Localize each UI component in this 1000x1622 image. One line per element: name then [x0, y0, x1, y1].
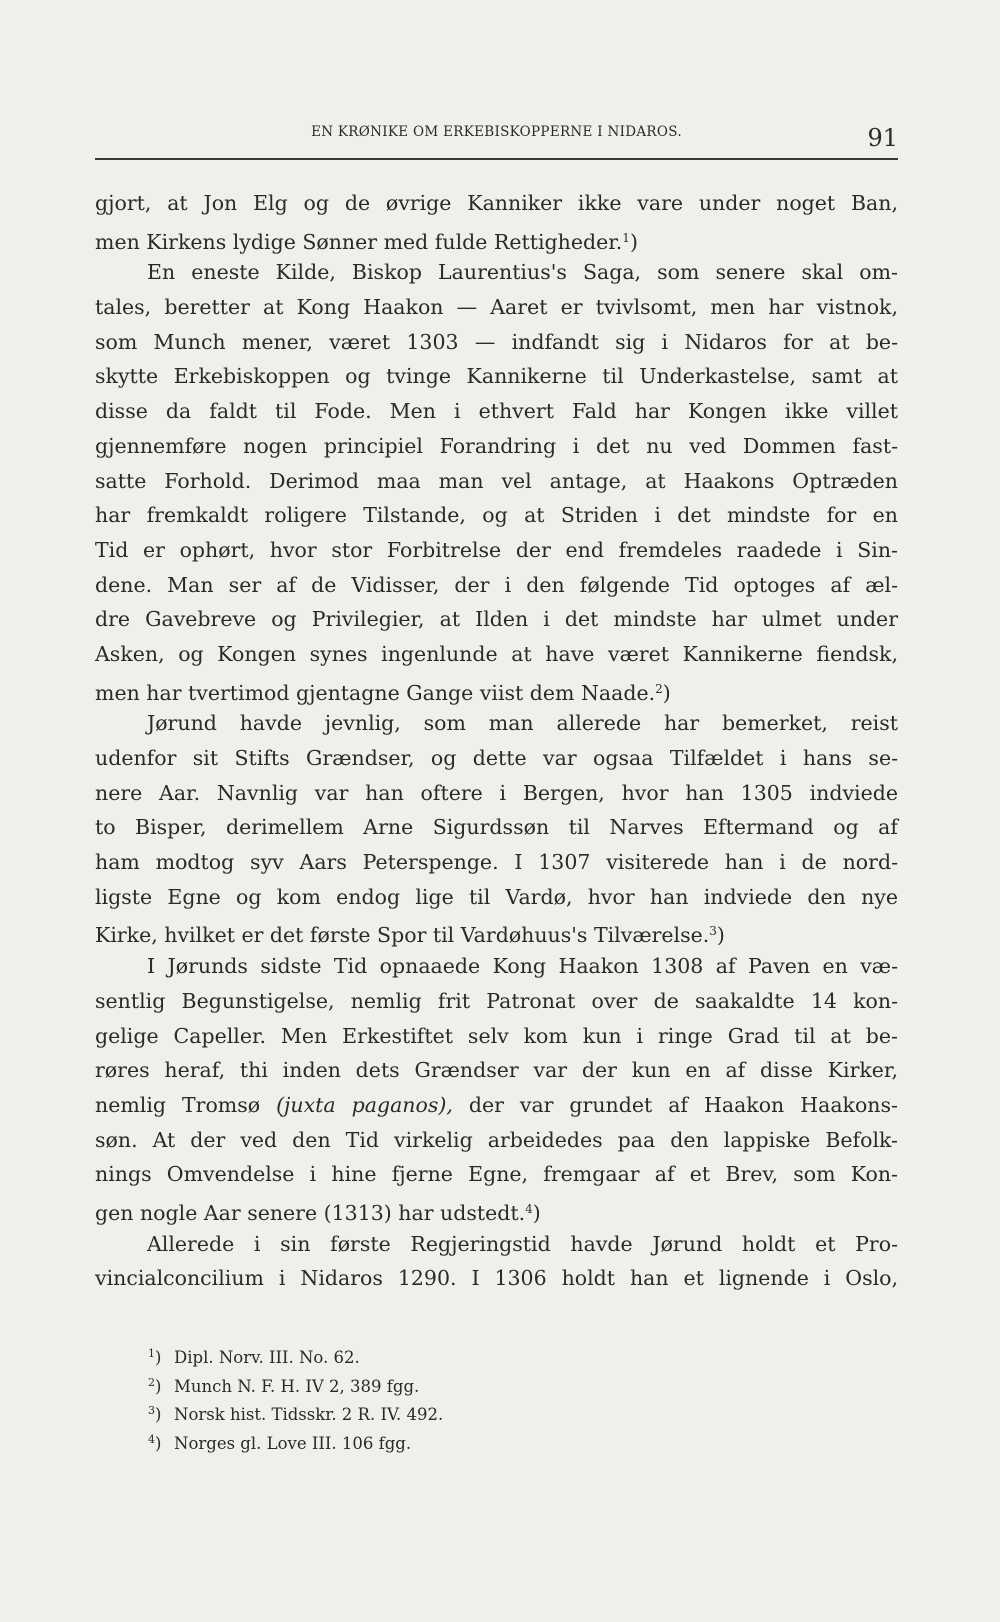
text-line — [95, 1227, 898, 1262]
text-line — [95, 602, 898, 637]
line-text: ligste Egne og kom endog lige til Vardø, hvor han indviede den nye — [95, 884, 898, 909]
footnote-reference-paren: ) — [716, 923, 725, 948]
text-line — [95, 741, 898, 776]
text-line — [95, 325, 898, 360]
footnote-mark: $^3$) — [148, 1404, 162, 1424]
line-text: ham modtog syv Aars Peterspenge. I 1307 visiterede han i de nord- — [95, 850, 898, 875]
line-text: Tid er ophørt, hvor stor Forbitrelse der end fremdeles raadede i Sin- — [95, 537, 898, 562]
line-text: skytte Erkebiskoppen og tvinge Kannikerne til Underkastelse, samt at — [95, 364, 898, 389]
line-text: sentlig Begunstigelse, nemlig frit Patronat over de saakaldte 14 kon- — [95, 988, 898, 1013]
line-text: Kirke, hvilket er det første Spor til Vardøhuus's Tilværelse. — [95, 923, 710, 948]
italic-text: (juxta paganos), — [276, 1092, 453, 1117]
footnote — [148, 1426, 648, 1455]
line-text: to Bisper, derimellem Arne Sigurdssøn til Narves Eftermand og af — [95, 815, 898, 840]
text-line — [95, 533, 898, 568]
footnote-mark: $^2$) — [148, 1375, 162, 1396]
text-line — [95, 394, 898, 429]
line-text: tales, beretter at Kong Haakon — Aaret er tvivlsomt, men har vistnok, — [95, 295, 898, 320]
text-line — [95, 498, 898, 533]
text-line — [95, 359, 898, 394]
line-text: Allerede i sin første Regjeringstid havde Jørund holdt et Pro- — [147, 1231, 898, 1256]
line-text: røres heraf, thi inden dets Grændser var der kun en af disse Kirker, — [95, 1058, 898, 1083]
line-text: En eneste Kilde, Biskop Laurentius's Saga, som senere skal om- — [147, 260, 898, 285]
line-text: Jørund havde jevnlig, som man allerede har bemerket, reist — [147, 711, 898, 736]
text-line — [95, 464, 898, 499]
running-header — [95, 118, 898, 160]
line-text: Asken, og Kongen synes ingenlunde at have været Kannikerne fiendsk, — [95, 641, 898, 666]
text-line — [95, 880, 898, 915]
text-line — [95, 810, 898, 845]
text-line — [95, 1192, 898, 1227]
footnote-mark: $^4$) — [148, 1432, 162, 1453]
line-text: men har tvertimod gjentagne Gange viist dem Naade. — [95, 680, 656, 705]
line-text: vincialconcilium i Nidaros 1290. I 1306 holdt han et lignende i Oslo, — [95, 1266, 898, 1291]
footnote-number: 3 — [148, 1404, 155, 1417]
text-line — [95, 845, 898, 880]
footnote-reference: 3 — [709, 924, 717, 939]
footnote — [148, 1369, 648, 1398]
footnote-reference-paren: ) — [662, 680, 671, 705]
text-line — [95, 255, 898, 290]
footnote-reference: 1 — [622, 230, 630, 245]
footnote-text: Munch N. F. H. IV 2, 389 fgg. — [174, 1376, 420, 1396]
text-line — [95, 568, 898, 603]
footnote-mark: $^1$) — [148, 1347, 162, 1367]
footnote-text: Norsk hist. Tidsskr. 2 R. IV. 492. — [174, 1405, 444, 1424]
text-line — [95, 429, 898, 464]
line-text: gen nogle Aar senere (1313) har udstedt. — [95, 1200, 526, 1225]
body-text — [95, 186, 898, 1296]
line-text: udenfor sit Stifts Grændser, og dette var ogsaa Tilfældet i hans se- — [95, 746, 898, 770]
footnote-reference-paren: ) — [532, 1200, 541, 1225]
text-line — [95, 776, 898, 811]
footnote — [148, 1340, 648, 1369]
footnote-number: 4 — [148, 1432, 155, 1446]
text-line — [95, 290, 898, 325]
page-number: 91 — [867, 124, 898, 152]
text-line — [95, 186, 898, 221]
line-text: nere Aar. Navnlig var han oftere i Bergen, hvor han 1305 indviede — [95, 780, 898, 805]
text-line — [95, 1053, 898, 1088]
footnotes — [148, 1340, 648, 1454]
line-text: nings Omvendelse i hine fjerne Egne, fremgaar af et Brev, som Kon- — [95, 1162, 898, 1187]
line-text: gjennemføre nogen principiel Forandring i det nu ved Dommen fast- — [95, 433, 898, 458]
footnote-text: Dipl. Norv. III. No. 62. — [174, 1348, 360, 1367]
text-line — [95, 949, 898, 984]
footnote-reference: 4 — [525, 1201, 533, 1216]
text-line — [95, 1019, 898, 1054]
text-line — [95, 672, 898, 707]
line-text: men Kirkens lydige Sønner med fulde Rettigheder. — [95, 229, 623, 254]
text-line — [95, 984, 898, 1019]
footnote — [148, 1397, 648, 1426]
line-text-continued: der var grundet af Haakon Haakons- — [468, 1092, 898, 1117]
line-text: I Jørunds sidste Tid opnaaede Kong Haakon 1308 af Paven en væ- — [147, 954, 898, 979]
text-line — [95, 1261, 898, 1296]
line-text: som Munch mener, været 1303 — indfandt sig i Nidaros for at be- — [95, 329, 898, 354]
line-text: dene. Man ser af de Vidisser, der i den følgende Tid optoges af æl- — [95, 572, 898, 597]
line-text: dre Gavebreve og Privilegier, at Ilden i det mindste har ulmet under — [95, 607, 898, 632]
line-text: har fremkaldt roligere Tilstande, og at Striden i det mindste for en — [95, 503, 898, 528]
line-text: søn. At der ved den Tid virkelig arbeidedes paa den lappiske Befolk- — [95, 1127, 898, 1152]
footnote-number: 2 — [148, 1375, 155, 1389]
footnote-number: 1 — [148, 1347, 155, 1360]
line-text: satte Forhold. Derimod maa man vel antage, at Haakons Optræden — [95, 468, 898, 493]
line-text: gjort, at Jon Elg og de øvrige Kanniker ikke vare under noget Ban, — [95, 191, 898, 215]
text-line — [95, 914, 898, 949]
footnote-reference-paren: ) — [629, 229, 638, 254]
running-title: EN KRØNIKE OM ERKEBISKOPPERNE I NIDAROS. — [311, 124, 682, 140]
line-text: disse da faldt til Fode. Men i ethvert Fald har Kongen ikke villet — [95, 399, 898, 424]
text-line — [95, 1088, 898, 1123]
text-line — [95, 221, 898, 256]
text-line — [95, 706, 898, 741]
footnote-text: Norges gl. Love III. 106 fgg. — [174, 1433, 412, 1453]
text-line — [95, 1157, 898, 1192]
text-line — [95, 1123, 898, 1158]
line-text: nemlig Tromsø — [95, 1092, 261, 1117]
text-line — [95, 637, 898, 672]
footnote-reference: 2 — [655, 681, 663, 696]
line-text: gelige Capeller. Men Erkestiftet selv kom kun i ringe Grad til at be- — [95, 1023, 898, 1048]
